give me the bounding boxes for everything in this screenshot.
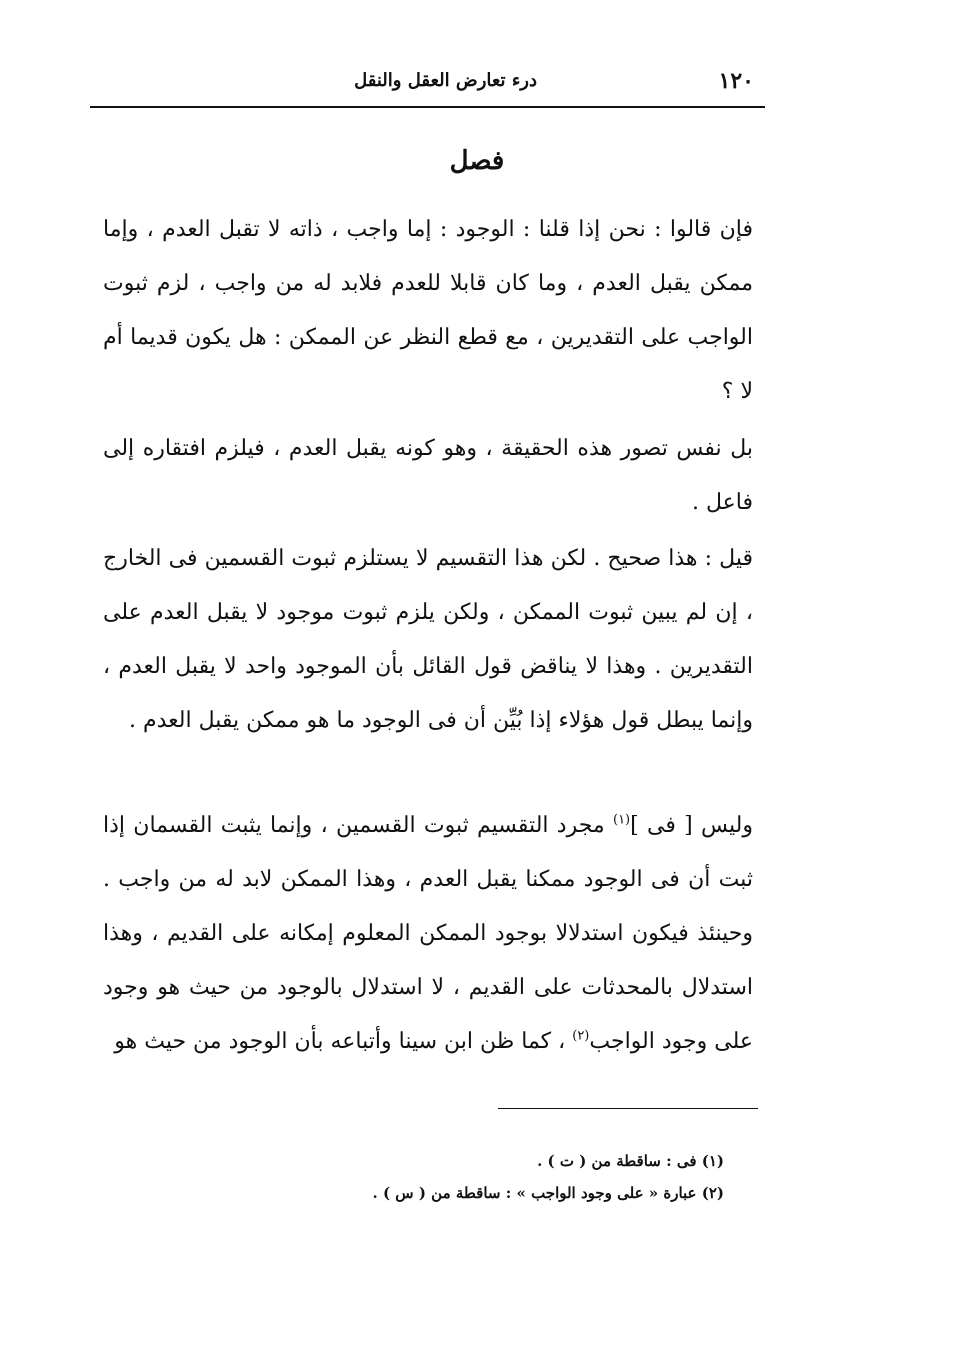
section-title: فصل	[449, 146, 505, 176]
footnote-2: (٢) عبارة « على وجود الواجب » : ساقطة من ( س ) .	[372, 1184, 724, 1202]
footnote-1: (١) فى : ساقطة من ( ت ) .	[537, 1152, 724, 1170]
footnote-rule	[498, 1108, 758, 1109]
header-rule	[90, 106, 765, 108]
paragraph-4-text-a: وليس [ فى ]	[630, 813, 753, 838]
running-header	[90, 62, 762, 102]
paragraph-3: قيل : هذا صحيح . لكن هذا التقسيم لا يستلزم ثبوت القسمين فى الخارج ، إن لم يبين ثبوت الممكن ، ولكن يلزم ثبوت موجود لا يقبل العدم على التقديرين . وهذا لا يناقض قول القائل بأن الموجود واحد لا يقبل العدم ، وإنما يبطل قول هؤلاء إذا بُيِّن أن فى الوجود ما هو ممكن يقبل العدم .	[103, 546, 753, 733]
book-title: درء تعارض العقل والنقل	[354, 70, 537, 91]
paragraph-4	[103, 799, 753, 1069]
page-number: ١٢٠	[718, 68, 754, 94]
footnote-ref-2: (٢)	[572, 1028, 590, 1044]
footnote-ref-1: (١)	[612, 812, 631, 828]
paragraph-1: فإن قالوا : نحن إذا قلنا : الوجود : إما واجب ، ذاته لا تقبل العدم ، وإما ممكن يقبل العدم ، وما كان قابلا للعدم فلابد له من واجب ، لزم ثبوت الواجب على التقديرين ، مع قطع النظر عن الممكن : هل يكون قديما أم لا ؟	[103, 217, 753, 404]
paragraph-4-text-b: مجرد التقسيم ثبوت القسمين ، وإنما يثبت القسمان إذا ثبت أن فى الوجود ممكنا يقبل العدم ، وهذا الممكن لابد له من واجب . وحينئذ فيكون استدلالا بوجود الممكن المعلوم إمكانه على القديم ، وهذا استدلال بالمحدثات على القديم ، لا استدلال بالوجود من حيث هو وجود على وجود الواجب	[103, 813, 753, 1054]
paragraph-4-text-c: ، كما ظن ابن سينا وأتباعه بأن الوجود من حيث هو	[114, 1029, 573, 1054]
paragraph-2: بل نفس تصور هذه الحقيقة ، وهو كونه يقبل العدم ، فيلزم افتقاره إلى فاعل .	[103, 436, 753, 515]
